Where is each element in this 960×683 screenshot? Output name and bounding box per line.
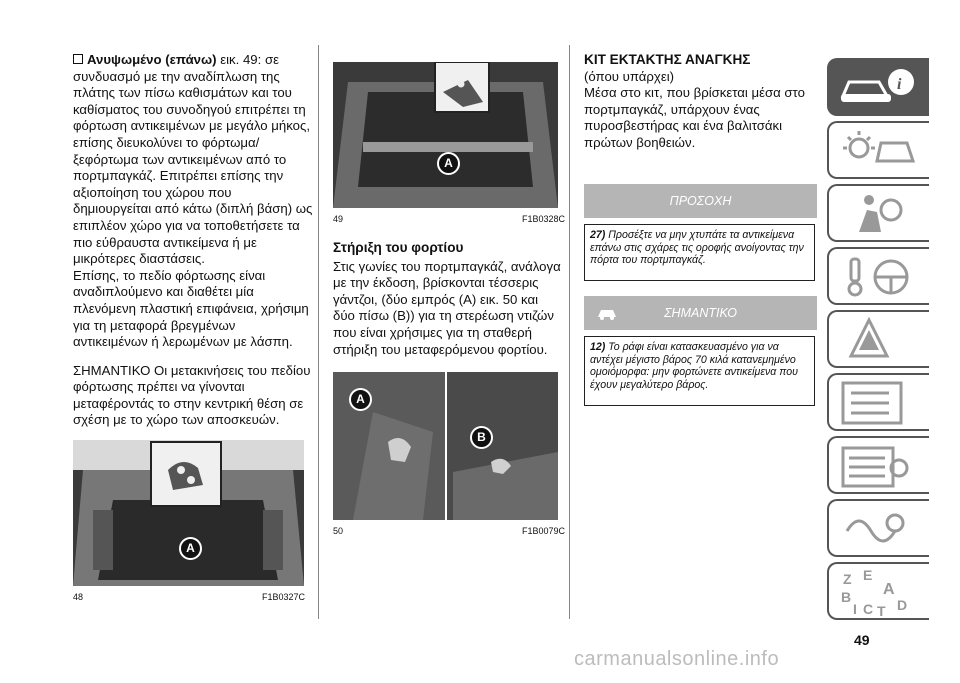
- specifications-icon: [829, 438, 919, 492]
- checkbox-bullet-icon: [73, 54, 83, 64]
- lead-text: εικ. 49: σε συνδυασμό με την αναδίπλωση της πλάτης των πίσω καθισμάτων και του καθίσματος του συνοδηγού επιτρέπει τη φόρτωση αντικειμένων με μεγάλο μήκος, επίσης διευκολύνει το φόρτωμα/ξεφόρτωμα των αντικειμένων από το πορτμπαγκάζ. Επιτρέπει επίσης την αξιοποίηση του χώρου που δημιουργείται από κάτω (διπλή βάση) ως επιπλέον χώρο για να τοποθετήσετε τα πιο εύθραυστα αντικείμενα ή με μικρότερες διαστάσεις.: [73, 52, 313, 267]
- trunk-raised-floor-illustration: [333, 62, 558, 208]
- svg-text:A: A: [883, 581, 895, 598]
- page-number: 49: [854, 632, 870, 648]
- figure-50-image: [333, 372, 558, 520]
- load-securing-heading: Στήριξη του φορτίου: [333, 240, 464, 255]
- caution-box: [584, 224, 815, 281]
- load-securing-paragraph: Στις γωνίες του πορτμπαγκάζ, ανάλογα με την έκδοση, βρίσκονται τέσσερις γάντζοι, (δύο εμπρός (A) εικ. 50 και δύο πίσω (B)) για τη στερέωση ντιζών που είναι χρήσιμες για τη σταθερή στήριξη του μεταφερόμενου φορτίου.: [333, 258, 561, 357]
- important-title: ΣΗΜΑΝΤΙΚΟ: [664, 306, 737, 320]
- column-divider: [318, 45, 319, 619]
- multimedia-icon: [829, 501, 919, 555]
- tab-index[interactable]: [827, 562, 929, 620]
- tab-maintenance[interactable]: [827, 373, 929, 431]
- tab-car-info[interactable]: [827, 58, 929, 116]
- raised-position-paragraph: [73, 52, 313, 268]
- tab-technical-data[interactable]: [827, 436, 929, 494]
- emergency-kit-heading: ΚΙΤ ΕΚΤΑΚΤΗΣ ΑΝΑΓΚΗΣ: [584, 52, 751, 67]
- figure-48-code: F1B0327C: [262, 592, 306, 602]
- callout-a: A: [179, 537, 202, 560]
- warning-triangle-icon: [829, 312, 919, 366]
- callout-a: A: [349, 388, 372, 411]
- svg-text:C: C: [863, 601, 874, 617]
- svg-text:i: i: [897, 76, 902, 93]
- important-number: 12): [590, 341, 606, 353]
- important-header: [584, 296, 817, 330]
- car-warning-icon: [596, 305, 618, 321]
- key-steering-icon: [829, 249, 919, 303]
- svg-text:T: T: [877, 603, 886, 618]
- important-box: [584, 336, 815, 406]
- callout-a: A: [437, 152, 460, 175]
- tab-multimedia[interactable]: [827, 499, 929, 557]
- caution-number: 27): [590, 229, 606, 241]
- column-1-text: [73, 52, 313, 429]
- emergency-kit-paragraph: Μέσα στο κιτ, που βρίσκεται μέσα στο πορτμπαγκάζ, υπάρχουν ένας πυροσβεστήρας και ένα βαλιτσάκι πρώτων βοηθειών.: [584, 85, 805, 150]
- figure-48-image: [73, 440, 304, 586]
- tab-dashboard-lights[interactable]: [827, 121, 929, 179]
- washable-surface-paragraph: Επίσης, το πεδίο φόρτωσης είναι αναδιπλούμενο και διαθέτει μία πλενόμενη πλαστική επιφάνεια, χρήσιμη για τη μεταφορά βρεγμένων αντικειμένων ή λερωμένων με λάσπη.: [73, 267, 309, 350]
- figure-50-code: F1B0079C: [522, 526, 566, 536]
- dashboard-lights-icon: [829, 123, 919, 177]
- tab-safety[interactable]: [827, 184, 929, 242]
- caution-header: [584, 184, 817, 218]
- important-text: Το ράφι είναι κατασκευασμένο για να αντέχει μέγιστο βάρος 70 κιλά κατανεμημένο ομοιόμορφα: μην φορτώνετε αντικείμενα που έχουν μεγαλύτερο βάρος.: [590, 341, 798, 391]
- svg-text:B: B: [841, 589, 852, 605]
- figure-50-number: 50: [333, 526, 344, 536]
- tab-starting-driving[interactable]: [827, 247, 929, 305]
- caution-text: Προσέξτε να μην χτυπάτε τα αντικείμενα επάνω στις σχάρες τις οροφής ανοίγοντας την πόρτα του πορτμπαγκάζ.: [590, 229, 804, 266]
- column-3-text: [584, 52, 820, 152]
- lead-bold-text: Ανυψωμένο (επάνω): [87, 52, 217, 67]
- column-divider: [569, 45, 570, 619]
- figure-48-number: 48: [73, 592, 84, 602]
- index-letters-icon: [829, 564, 919, 618]
- column-2-text: [333, 240, 561, 358]
- svg-text:Z: Z: [843, 571, 852, 587]
- watermark: carmanualsonline.info: [574, 648, 780, 670]
- figure-49-number: 49: [333, 214, 344, 224]
- trunk-illustration: [73, 440, 304, 586]
- svg-text:E: E: [863, 567, 873, 583]
- service-checklist-icon: [829, 375, 919, 429]
- emergency-kit-subheading: (όπου υπάρχει): [584, 68, 675, 84]
- svg-text:D: D: [897, 597, 908, 613]
- important-note-paragraph: ΣΗΜΑΝΤΙΚΟ Οι μετακινήσεις του πεδίου φόρτωσης πρέπει να γίνονται μεταφέροντάς το στην κεντρική θέση σε σχέση με το χώρο των αποσκευών.: [73, 362, 311, 428]
- callout-b: B: [470, 426, 493, 449]
- caution-title: ΠΡΟΣΟΧΗ: [669, 194, 732, 208]
- airbag-seat-icon: [829, 186, 919, 240]
- tab-emergency[interactable]: [827, 310, 929, 368]
- car-info-icon: [829, 60, 919, 114]
- svg-text:I: I: [853, 601, 857, 617]
- figure-49-code: F1B0328C: [522, 214, 566, 224]
- figure-49-image: [333, 62, 558, 208]
